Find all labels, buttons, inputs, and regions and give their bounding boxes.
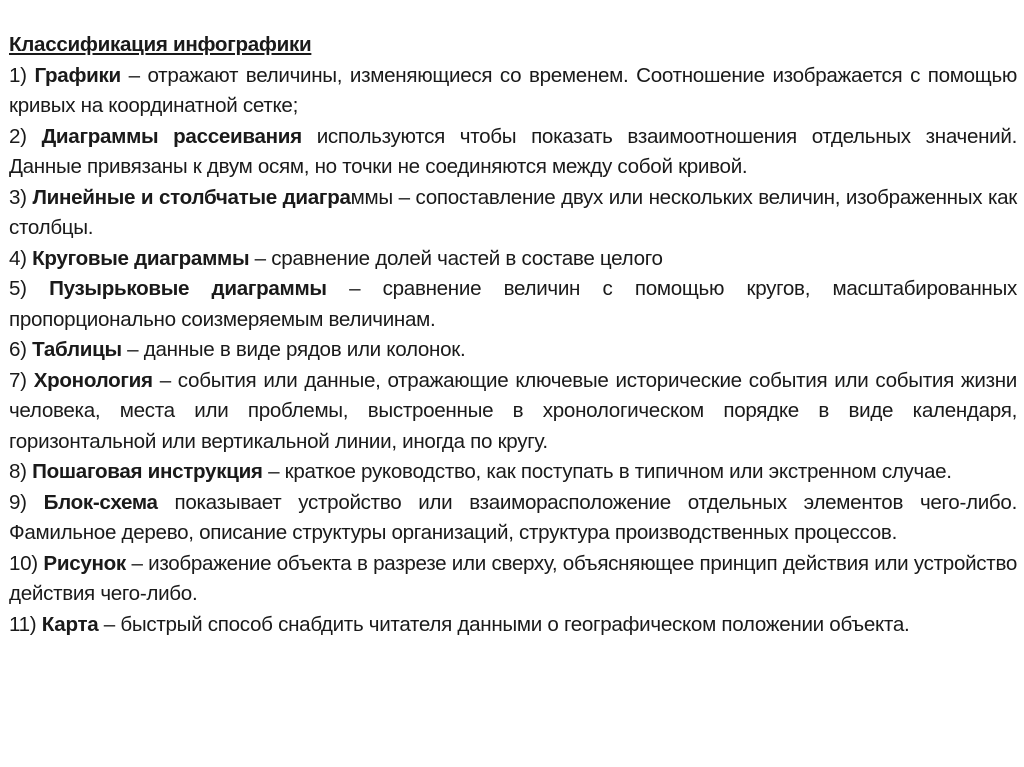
item-number: 5) bbox=[9, 277, 27, 300]
list-item-10 bbox=[9, 549, 1017, 610]
item-description: – события или данные, отражающие ключевые исторические события или события жизни человека, места или проблемы, выстроенные в хронологическом порядке в виде календаря, горизонтальной или вертикальной линии, иногда по кругу. bbox=[9, 368, 1018, 453]
item-description: – сравнение величин с помощью кругов, масштабированных пропорционально соизмеряемым величинам. bbox=[9, 277, 1018, 331]
item-number: 9) bbox=[9, 490, 27, 514]
item-term: Блок-схема bbox=[43, 490, 158, 514]
item-number: 7) bbox=[9, 368, 27, 392]
item-description: – краткое руководство, как поступать в типичном или экстренном случае. bbox=[262, 460, 952, 483]
item-number: 4) bbox=[9, 246, 27, 270]
item-number: 10) bbox=[9, 551, 38, 575]
item-description: – сравнение долей частей в составе целого bbox=[249, 246, 663, 270]
item-number: 6) bbox=[9, 338, 27, 361]
item-number: 2) bbox=[9, 124, 27, 148]
list-item-9 bbox=[9, 488, 1017, 549]
list-item-8 bbox=[9, 457, 1017, 488]
list-item-7 bbox=[9, 366, 1017, 458]
item-term: Диаграммы рассеивания bbox=[41, 124, 302, 148]
list-item-3 bbox=[9, 183, 1017, 244]
list-item-2 bbox=[9, 122, 1017, 183]
list-item-5 bbox=[9, 274, 1017, 335]
item-term: Линейные и столбчатые диагра bbox=[32, 185, 351, 209]
item-description: – быстрый способ снабдить читателя данными о географическом положении объекта. bbox=[98, 612, 910, 636]
item-number: 3) bbox=[9, 185, 27, 209]
item-term: Пузырьковые диаграммы bbox=[49, 277, 327, 300]
list-item-6 bbox=[9, 335, 1017, 366]
item-number: 1) bbox=[9, 63, 27, 87]
list-item-4 bbox=[9, 244, 1017, 275]
item-term: Круговые диаграммы bbox=[32, 246, 250, 270]
page-title: Классификация инфографики bbox=[9, 33, 312, 56]
item-term: Рисунок bbox=[43, 551, 126, 575]
item-term: Графики bbox=[34, 63, 121, 87]
list-item-1 bbox=[9, 61, 1017, 122]
item-description: – данные в виде рядов или колонок. bbox=[121, 338, 466, 361]
list-item-11 bbox=[9, 610, 1017, 641]
item-description: используются чтобы показать взаимоотношения отдельных значений. Данные привязаны к двум осям, но точки не соединяются между собой кривой. bbox=[9, 124, 1018, 178]
item-description: ммы – сопоставление двух или нескольких величин, изображенных как столбцы. bbox=[9, 185, 1018, 239]
item-term: Пошаговая инструкция bbox=[32, 460, 263, 483]
item-description: – изображение объекта в разрезе или сверху, объясняющее принцип действия или устройство действия чего-либо. bbox=[9, 551, 1018, 605]
item-term: Карта bbox=[41, 612, 99, 636]
item-number: 11) bbox=[9, 612, 37, 636]
item-term: Хронология bbox=[33, 368, 153, 392]
item-number: 8) bbox=[9, 460, 27, 483]
item-term: Таблицы bbox=[32, 338, 122, 361]
document-page bbox=[9, 30, 1017, 640]
item-description: показывает устройство или взаиморасположение отдельных элементов чего-либо. Фамильное дерево, описание структуры организаций, структура производственных процессов. bbox=[9, 490, 1017, 544]
item-description: – отражают величины, изменяющиеся со временем. Соотношение изображается с помощью кривых на координатной сетке; bbox=[9, 63, 1018, 117]
